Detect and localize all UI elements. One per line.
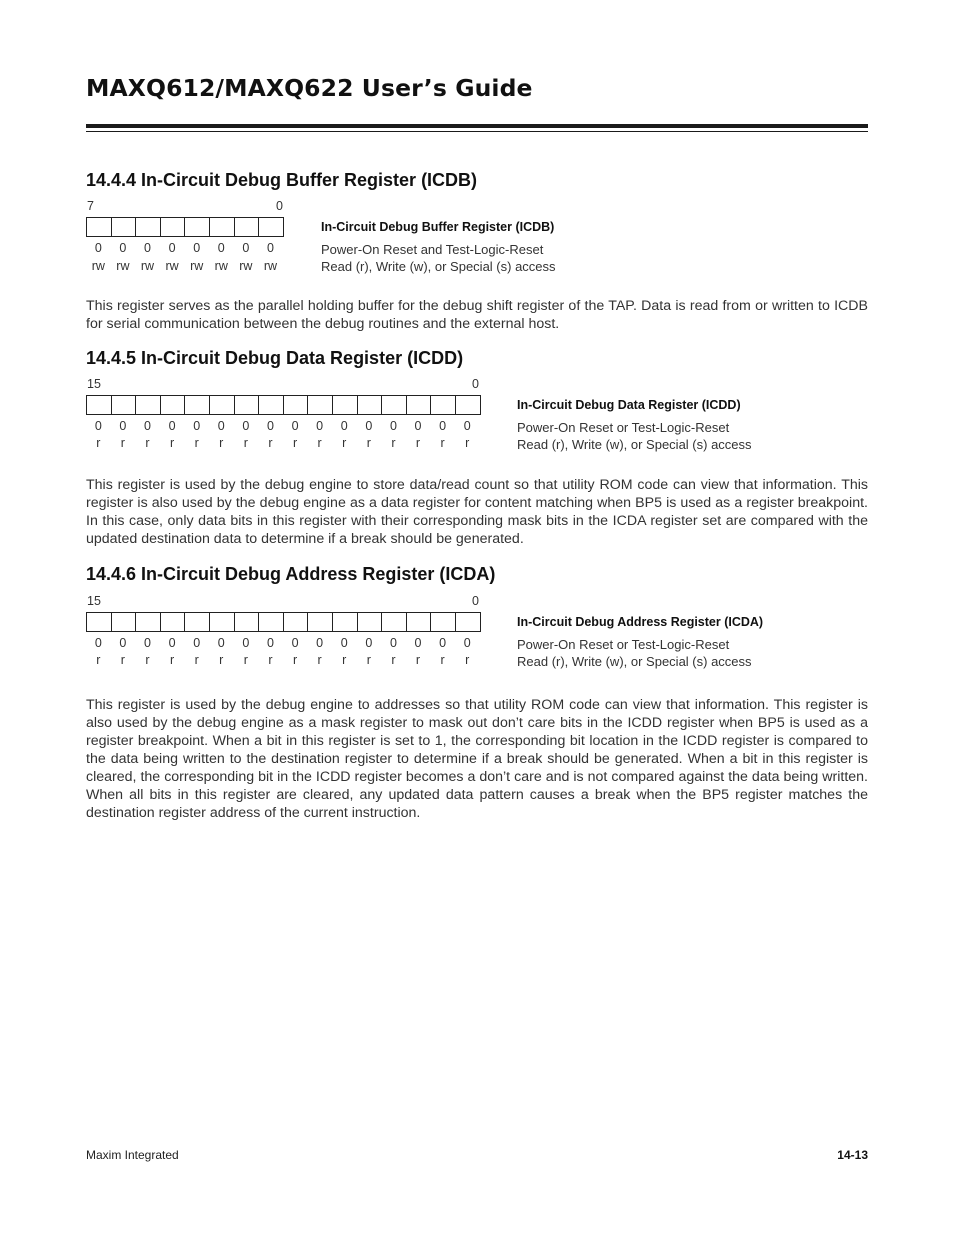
icdd-bit-cell: [185, 396, 210, 414]
icdd-access-value: r: [219, 436, 224, 450]
icda-heading: 14.4.6 In-Circuit Debug Address Register (ICDA): [86, 564, 496, 584]
icda-access-value: r: [317, 653, 322, 667]
icdb-bit-cell: [259, 218, 284, 236]
icdd-bit-cell: [87, 396, 112, 414]
icda-reset-value: 0: [94, 636, 102, 650]
icda-access-value: r: [96, 653, 101, 667]
icdb-access-value: rw: [91, 259, 105, 273]
icdb-bit-cell: [185, 218, 210, 236]
icdd-reset-row: [86, 419, 480, 433]
icda-access-value: r: [465, 653, 470, 667]
icdd-bit-cell: [161, 396, 186, 414]
icda-access-value: r: [292, 653, 298, 667]
icdd-reset-value: 0: [94, 419, 102, 433]
icdb-reset-row: [86, 241, 283, 255]
icda-reset-value: 0: [463, 636, 471, 650]
icda-access-row: [86, 653, 480, 667]
icdb-access-value: rw: [190, 259, 204, 273]
icdd-reset-value: 0: [365, 419, 373, 433]
icdd-reset-value: 0: [389, 419, 397, 433]
icdd-reset-value: 0: [439, 419, 447, 433]
footer-page-number: 14-13: [837, 1148, 868, 1162]
icda-access-value: r: [169, 653, 175, 667]
icdd-heading: 14.4.5 In-Circuit Debug Data Register (ICDD): [86, 348, 464, 368]
icda-bit-cell: [210, 613, 235, 631]
icda-access-value: r: [243, 653, 248, 667]
document-title: MAXQ612/MAXQ622 User’s Guide: [86, 74, 533, 102]
icda-bit-cell: [333, 613, 358, 631]
icdd-reset-value: 0: [144, 419, 151, 433]
icdb-reset-value: 0: [94, 241, 102, 255]
icda-access-value: r: [391, 653, 396, 667]
icdd-access-value: r: [366, 436, 371, 450]
icdb-bit-cell: [136, 218, 161, 236]
icdd-reset-value: 0: [291, 419, 299, 433]
icdd-bit-cell: [259, 396, 284, 414]
icda-legend: [517, 614, 763, 671]
icda-bit-cell: [358, 613, 383, 631]
icdd-access-value: r: [465, 436, 470, 450]
icda-reset-value: 0: [217, 636, 225, 650]
icdd-bit-cell: [308, 396, 333, 414]
icda-bit-cell: [382, 613, 407, 631]
icdd-bit-cell: [333, 396, 358, 414]
icdd-reset-value: 0: [217, 419, 225, 433]
icda-legend-title: In-Circuit Debug Address Register (ICDA): [517, 615, 764, 629]
icdd-access-value: r: [169, 436, 175, 450]
icdd-access-value: r: [120, 436, 125, 450]
icdd-bit-cell: [210, 396, 235, 414]
icda-access-value: r: [120, 653, 125, 667]
icda-reset-value: 0: [365, 636, 373, 650]
icdb-access-value: rw: [165, 259, 179, 273]
icdd-reset-value: 0: [193, 419, 201, 433]
icdb-access-value: rw: [140, 259, 155, 273]
icdb-legend: [321, 219, 556, 276]
icda-reset-value: 0: [414, 636, 422, 650]
icda-bit-cell: [112, 613, 137, 631]
icdd-access-value: r: [342, 436, 347, 450]
icda-reset-value: 0: [144, 636, 151, 650]
icdb-bit-cell: [235, 218, 260, 236]
icdb-access-value: rw: [239, 259, 253, 273]
icda-access-value: r: [342, 653, 347, 667]
icdb-bit-field: [86, 217, 284, 237]
icda-bit-cell: [284, 613, 309, 631]
icda-bit-field: [86, 612, 481, 632]
icdd-reset-value: 0: [316, 419, 324, 433]
footer-company: Maxim Integrated: [86, 1148, 179, 1162]
icdb-legend-reset: Power-On Reset and Test-Logic-Reset: [321, 241, 544, 257]
icdd-access-value: r: [391, 436, 396, 450]
icdd-access-value: r: [440, 436, 445, 450]
icdb-reset-value: 0: [119, 241, 127, 255]
icdb-lsb-label: 0: [276, 199, 283, 213]
icdd-legend-access: Read (r), Write (w), or Special (s) access: [517, 437, 752, 452]
icdd-access-value: r: [415, 436, 421, 450]
icda-access-value: r: [194, 653, 199, 667]
icdd-bit-cell: [112, 396, 137, 414]
icdd-reset-value: 0: [463, 419, 471, 433]
icda-description: This register is used by the debug engine to addresses so that utility ROM code can view that information. This register is also used by the debug engine as a mask register to mask out don’t care bits in the ICDD register when BP5 is used as a register breakpoint. When a bit in this register is set to 1, the corresponding bit location in the ICDD register is compared to the data being written to the destination register to determine if a break should be generated. When a bit in this register is cleared, the corresponding bit in the ICDD register becomes a don’t care and is not compared against the data being written. When all bits in this register are cleared, any updated data pattern causes a break when the BP5 register matches the destination register address of the current instruction.: [86, 697, 868, 821]
icda-reset-value: 0: [316, 636, 324, 650]
icda-bit-cell: [136, 613, 161, 631]
icda-bit-cell: [431, 613, 456, 631]
icdb-access-value: rw: [214, 259, 228, 273]
icda-access-value: r: [145, 653, 150, 667]
icda-lsb-label: 0: [472, 594, 479, 608]
icdb-bit-cell: [87, 218, 112, 236]
icdd-reset-value: 0: [168, 419, 176, 433]
icdb-reset-value: 0: [168, 241, 176, 255]
icda-access-value: r: [415, 653, 421, 667]
icda-msb-label: 15: [87, 594, 101, 608]
icda-reset-value: 0: [439, 636, 447, 650]
icdb-description: This register serves as the parallel holding buffer for the debug shift register of the TAP. Data is read from or written to ICDB for serial communication between the debug routines and the external host.: [86, 298, 868, 332]
icda-bit-cell: [407, 613, 432, 631]
icdd-msb-label: 15: [87, 377, 101, 391]
icdd-bit-cell: [136, 396, 161, 414]
icdd-bit-cell: [284, 396, 309, 414]
icda-reset-value: 0: [291, 636, 299, 650]
icdd-access-value: r: [96, 436, 101, 450]
icdd-legend-title: In-Circuit Debug Data Register (ICDD): [517, 398, 741, 412]
icdd-reset-value: 0: [414, 419, 422, 433]
icdd-bit-cell: [382, 396, 407, 414]
icda-bit-cell: [161, 613, 186, 631]
icdb-reset-value: 0: [217, 241, 225, 255]
icda-access-value: r: [366, 653, 371, 667]
icda-bit-cell: [259, 613, 284, 631]
icda-access-value: r: [440, 653, 445, 667]
icdb-reset-value: 0: [193, 241, 201, 255]
icdb-bit-cell: [112, 218, 137, 236]
icda-access-value: r: [219, 653, 224, 667]
icdb-bit-cell: [210, 218, 235, 236]
icda-bit-cell: [87, 613, 112, 631]
icdd-access-value: r: [145, 436, 150, 450]
icda-reset-value: 0: [389, 636, 397, 650]
icdd-access-value: r: [268, 436, 273, 450]
icda-bit-cell: [235, 613, 260, 631]
icda-reset-value: 0: [168, 636, 176, 650]
icdd-reset-value: 0: [119, 419, 127, 433]
icdd-access-value: r: [292, 436, 298, 450]
icda-legend-access: Read (r), Write (w), or Special (s) access: [517, 654, 752, 669]
icdd-bit-cell: [456, 396, 481, 414]
icdd-reset-value: 0: [340, 419, 348, 433]
icdd-bit-field: [86, 395, 481, 415]
icda-bit-cell: [456, 613, 481, 631]
icda-access-value: r: [268, 653, 273, 667]
icdd-access-value: r: [243, 436, 248, 450]
icda-bit-cell: [185, 613, 210, 631]
icda-reset-value: 0: [340, 636, 348, 650]
icdb-reset-value: 0: [144, 241, 151, 255]
icdd-bit-cell: [431, 396, 456, 414]
icdb-bit-cell: [161, 218, 186, 236]
icdb-msb-label: 7: [87, 199, 94, 213]
icdb-reset-value: 0: [242, 241, 250, 255]
icdd-access-value: r: [317, 436, 322, 450]
icda-reset-value: 0: [193, 636, 201, 650]
icdd-access-row: [86, 436, 480, 450]
icdd-access-value: r: [194, 436, 199, 450]
icdb-access-row: [86, 259, 283, 273]
header-rule-thick: [86, 124, 868, 128]
icda-reset-value: 0: [119, 636, 127, 650]
icdd-bit-cell: [358, 396, 383, 414]
icda-reset-value: 0: [266, 636, 274, 650]
icdd-legend: [517, 397, 752, 454]
icdd-lsb-label: 0: [472, 377, 479, 391]
icdb-heading: 14.4.4 In-Circuit Debug Buffer Register (ICDB): [86, 170, 478, 190]
icdd-legend-reset: Power-On Reset or Test-Logic-Reset: [517, 419, 730, 435]
icdd-reset-value: 0: [266, 419, 274, 433]
header-rule-thin: [86, 131, 868, 132]
icdb-reset-value: 0: [266, 241, 274, 255]
icda-bit-cell: [308, 613, 333, 631]
icdd-bit-cell: [235, 396, 260, 414]
icdb-legend-access: Read (r), Write (w), or Special (s) access: [321, 259, 556, 274]
icdb-access-value: rw: [263, 259, 278, 273]
icdb-legend-title: In-Circuit Debug Buffer Register (ICDB): [321, 220, 555, 234]
icda-legend-reset: Power-On Reset or Test-Logic-Reset: [517, 636, 730, 652]
icda-reset-value: 0: [242, 636, 250, 650]
icdd-description: This register is used by the debug engine to store data/read count so that utility ROM code can view that information. This register is also used by the debug engine as a data register for content matching when BP5 is used as a register breakpoint. In this case, only data bits in this register with their corresponding mask bits in the ICDA register set are compared with the updated destination data to determine if a break should be generated.: [86, 477, 868, 547]
icdd-reset-value: 0: [242, 419, 250, 433]
icdd-bit-cell: [407, 396, 432, 414]
icda-reset-row: [86, 636, 480, 650]
icdb-access-value: rw: [116, 259, 130, 273]
